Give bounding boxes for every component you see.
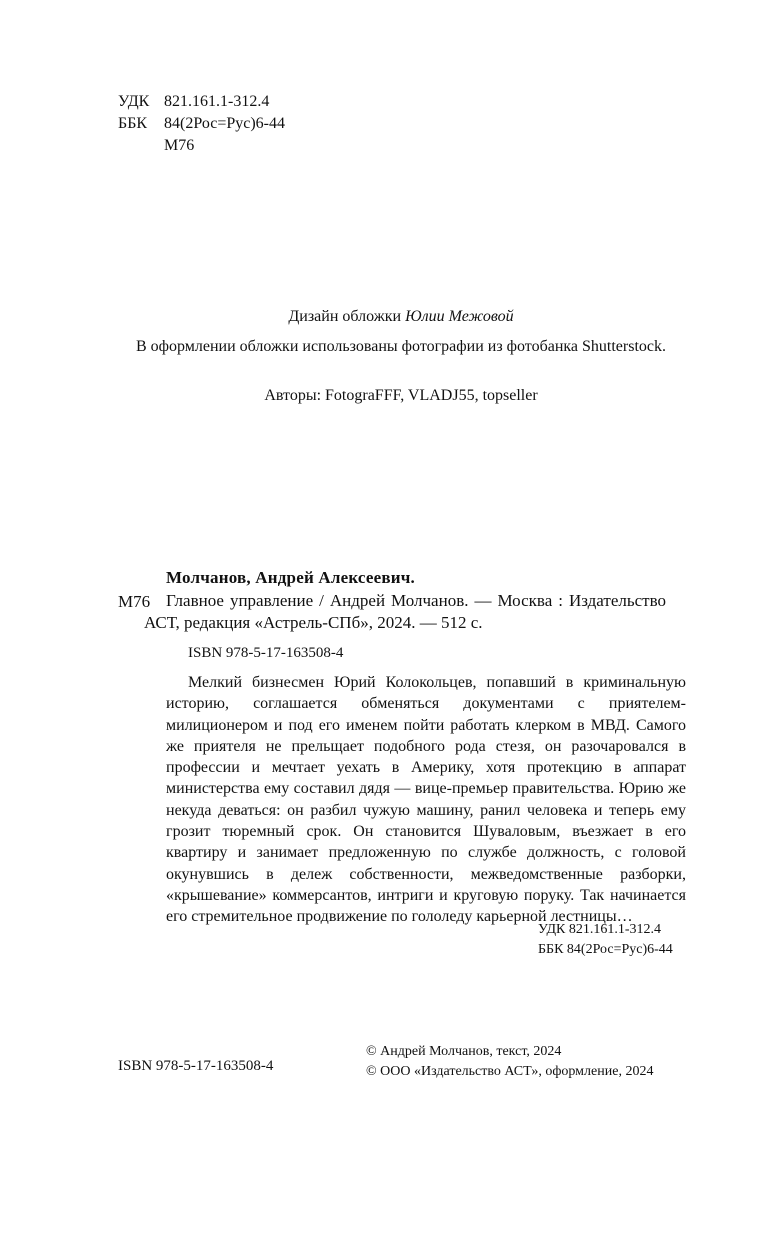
- catalog-author-mark: М76: [118, 592, 151, 611]
- catalog-codes: [538, 920, 673, 960]
- cover-design-credit: [100, 307, 702, 327]
- author-mark: М76: [164, 137, 195, 154]
- catalog-author: Молчанов, Андрей Алексеевич.: [166, 568, 415, 587]
- bbk-value: 84(2Рос=Рус)6-44: [164, 115, 286, 132]
- annotation-text: Мелкий бизнесмен Юрий Колокольцев, попавший в криминальную историю, соглашается обменяться документами с приятелем-милиционером и под его именем пойти работать клерком в МВД. Самого же приятеля не прельщает подобного рода стезя, он разочаровался в профессии и мечтает уехать в Америку, хотя протекцию в аппарат министерства ему составил дядя — вице-премьер правительства. Юрию же некуда деваться: он разбил чужую машину, ранил человека и теперь ему грозит тюремный срок. Он становится Шуваловым, въезжает в его квартиру и занимает предложенную по службе должность, с головой окунувшись в дележ собственности, межведомственные разборки, «крышевание» коммерсантов, интриги и круговую поруку. Так начинается его стремительное продвижение по гололеду карьерной лестницы…: [166, 674, 686, 926]
- copyright-block: [366, 1042, 653, 1082]
- copyright-design: © ООО «Издательство АСТ», оформление, 2024: [366, 1064, 654, 1079]
- udk-row: [118, 91, 269, 113]
- bbk-label: ББК: [118, 115, 148, 132]
- catalog-bbk: ББК 84(2Рос=Рус)6-44: [538, 942, 673, 957]
- catalog-udk: УДК 821.161.1-312.4: [538, 922, 662, 937]
- footer-isbn: ISBN 978-5-17-163508-4: [118, 1058, 274, 1074]
- catalog-title-record: Главное управление / Андрей Молчанов. — Москва : Издательство АСТ, редакция «Астрель-СПб», 2024. — 512 с.: [144, 591, 666, 632]
- designer-name: Юлии Межовой: [405, 308, 514, 325]
- photo-authors-text: Авторы: FotograFFF, VLADJ55, topseller: [264, 387, 538, 404]
- copyright-text: © Андрей Молчанов, текст, 2024: [366, 1044, 562, 1059]
- photo-authors: [100, 386, 702, 406]
- catalog-isbn: ISBN 978-5-17-163508-4: [188, 645, 344, 661]
- udk-value: 821.161.1-312.4: [164, 93, 270, 110]
- photo-credit-text: В оформлении обложки использованы фотографии из фотобанка Shutterstock.: [135, 338, 667, 355]
- photo-credit: [100, 337, 702, 357]
- author-mark-row: [118, 135, 194, 157]
- udk-label: УДК: [118, 93, 150, 110]
- bbk-row: [118, 113, 285, 135]
- design-prefix: Дизайн обложки: [288, 308, 406, 325]
